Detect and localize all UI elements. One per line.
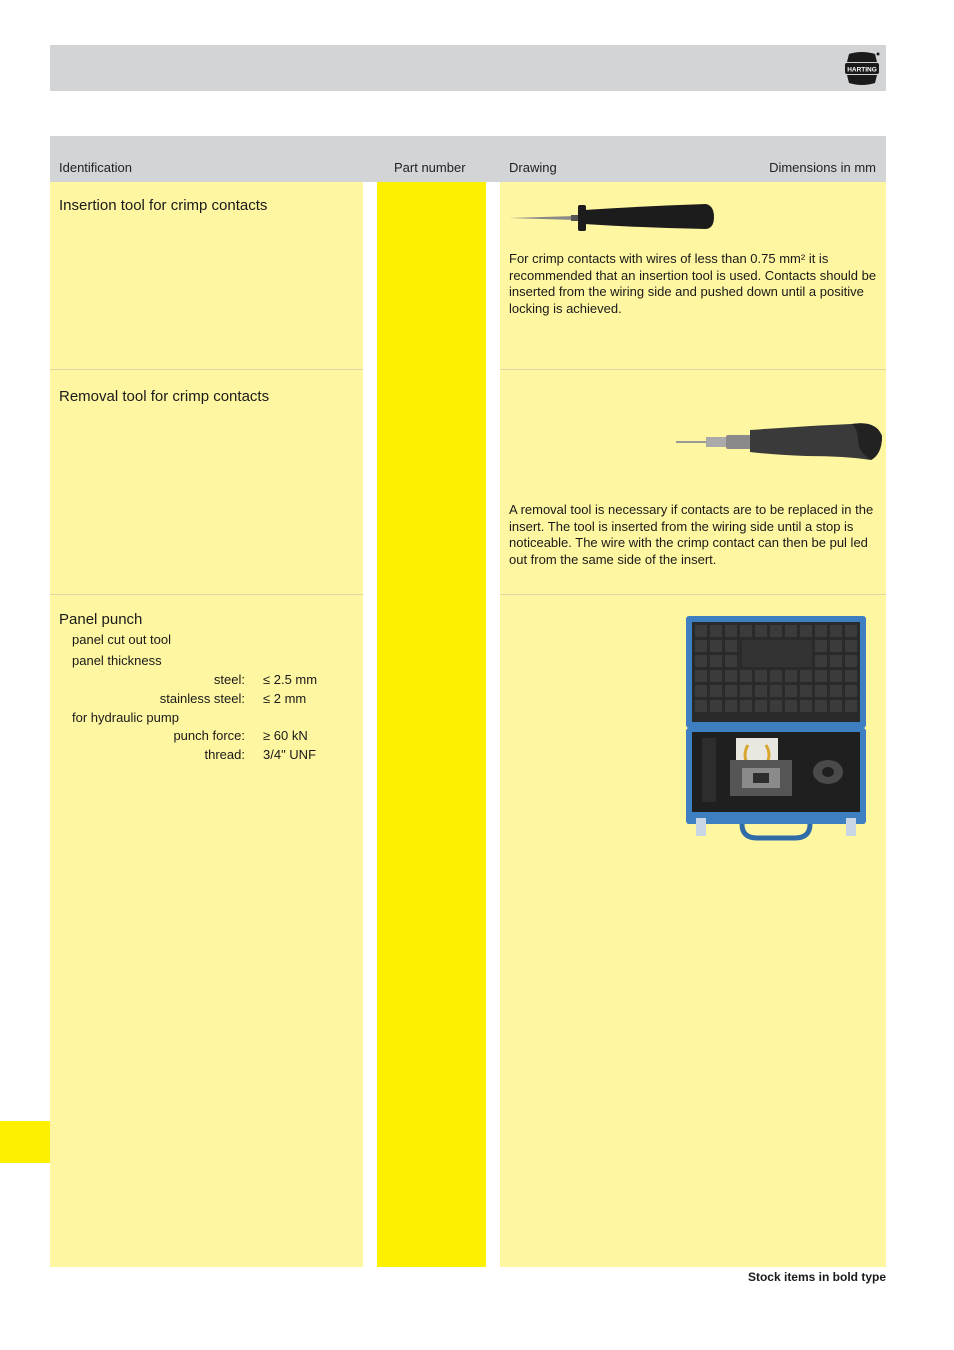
- part-number-column: [377, 182, 486, 1267]
- spec-force-value: ≥ 60 kN: [263, 728, 308, 743]
- row-title-insertion-tool: Insertion tool for crimp contacts: [59, 197, 268, 214]
- top-banner: [50, 45, 886, 91]
- spec-stainless-value: ≤ 2 mm: [263, 691, 307, 706]
- hydraulic-pump-label: for hydraulic pump: [72, 710, 179, 725]
- row-title-panel-punch: Panel punch: [59, 611, 143, 628]
- row-title-removal-tool: Removal tool for crimp contacts: [59, 388, 270, 405]
- harting-logo: [841, 48, 883, 90]
- panel-punch-subtitle: panel cut out tool: [72, 632, 172, 647]
- row-description-removal-tool: A removal tool is necessary if contacts are to be replaced in the insert. The tool is inserted from the wiring side until a stop is noticeable. The wire with the crimp contact can then be pul led out from the same side of the insert.: [509, 502, 874, 567]
- spec-force-label: punch force:: [173, 728, 245, 743]
- row-divider: [500, 594, 886, 595]
- removal-tool-icon: [676, 418, 884, 464]
- spec-thread-value: 3/4" UNF: [263, 747, 317, 762]
- spec-thread-label: thread:: [204, 747, 245, 762]
- header-dimensions: Dimensions in mm: [769, 160, 876, 175]
- header-part-number: Part number: [394, 160, 466, 175]
- spec-steel-value: ≤ 2.5 mm: [263, 672, 318, 687]
- screwdriver-icon: [506, 200, 716, 232]
- table-header: [50, 136, 886, 182]
- section-tab: [0, 1121, 50, 1163]
- spec-stainless-label: stainless steel:: [159, 691, 245, 706]
- logo-text: HARTING: [847, 66, 877, 74]
- header-drawing: Drawing: [509, 160, 557, 175]
- row-description-insertion-tool: For crimp contacts with wires of less than 0.75 mm² it is recommended that an insertion tool is used. Contacts should be inserted from the wiring side and pushed down until a positive locking is achieved.: [509, 251, 877, 316]
- spec-steel-label: steel:: [213, 672, 245, 687]
- row-divider: [50, 369, 363, 370]
- footer-note: Stock items in bold type: [747, 1270, 886, 1284]
- row-divider: [50, 594, 363, 595]
- header-identification: Identification: [59, 160, 132, 175]
- toolbox-icon: [682, 612, 870, 842]
- row-divider: [500, 369, 886, 370]
- panel-thickness-label: panel thickness: [72, 653, 162, 668]
